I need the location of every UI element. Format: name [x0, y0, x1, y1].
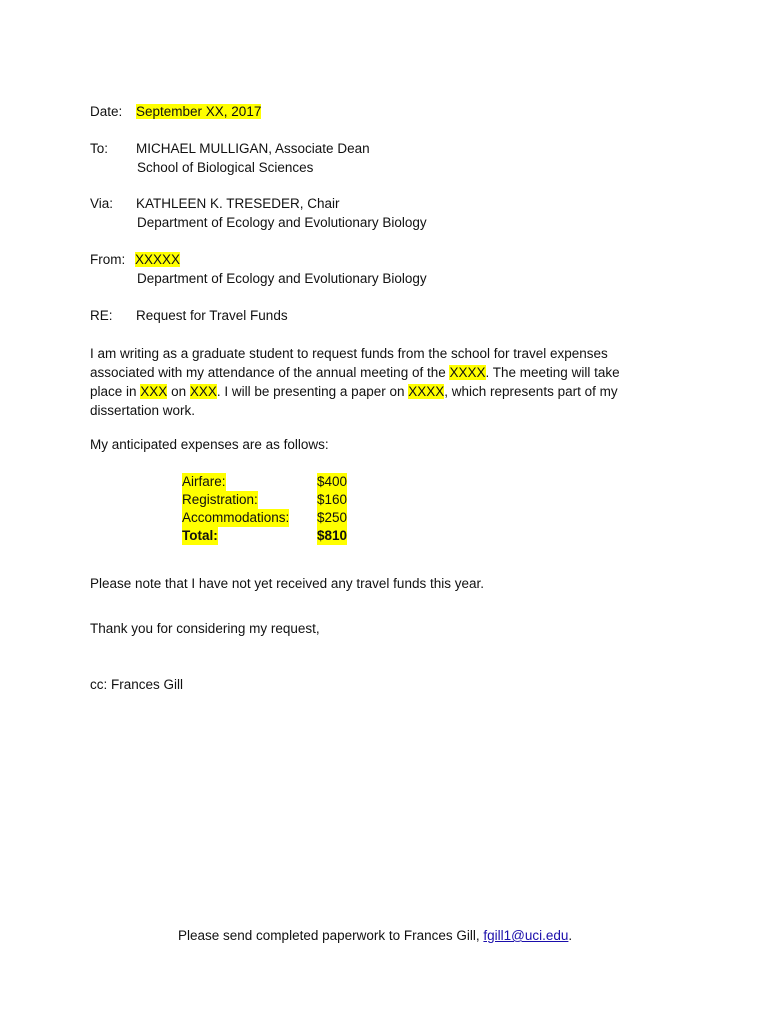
expense-amount: $250: [317, 510, 348, 525]
via-line: [90, 196, 340, 211]
date-value: September XX, 2017: [136, 104, 262, 119]
body-text-5: , which represents part of my dissertation work.: [90, 384, 618, 418]
expense-total-label: Total:: [182, 528, 218, 543]
expense-amount: $400: [317, 474, 348, 489]
to-recipient: MICHAEL MULLIGAN, Associate Dean: [136, 141, 370, 156]
to-label: To:: [90, 141, 109, 156]
body-paragraph: [90, 344, 650, 420]
expense-amount: $160: [317, 492, 348, 507]
via-department: Department of Ecology and Evolutionary Biology: [137, 215, 427, 230]
place-placeholder: XXX: [140, 384, 168, 399]
to-line: [90, 141, 370, 156]
expense-total-amount: $810: [317, 528, 348, 543]
expenses-intro: My anticipated expenses are as follows:: [90, 437, 329, 452]
email-link[interactable]: fgill1@uci.edu: [483, 928, 569, 943]
footer-note: [178, 928, 572, 943]
body-text-3: on: [167, 384, 190, 399]
from-value: XXXXX: [135, 252, 181, 267]
body-text-1: I am writing as a graduate student to request funds from the school for travel expenses associated with my attendance of the annual meeting of the: [90, 346, 608, 380]
from-department: Department of Ecology and Evolutionary Biology: [137, 271, 427, 286]
closing-thanks: Thank you for considering my request,: [90, 621, 320, 636]
footer-text: Please send completed paperwork to Frances Gill,: [178, 928, 484, 943]
via-recipient: KATHLEEN K. TRESEDER, Chair: [136, 196, 340, 211]
body-text-2: . The meeting will take place in: [90, 365, 620, 399]
to-department: School of Biological Sciences: [137, 160, 314, 175]
expense-name: Airfare:: [182, 474, 226, 489]
funds-note: Please note that I have not yet received any travel funds this year.: [90, 576, 484, 591]
meeting-placeholder: XXXX: [449, 365, 486, 380]
date-label: Date:: [90, 104, 123, 119]
cc-line: cc: Frances Gill: [90, 677, 184, 692]
via-label: Via:: [90, 196, 114, 211]
topic-placeholder: XXXX: [408, 384, 445, 399]
footer-end: .: [568, 928, 573, 943]
from-line: [90, 252, 180, 267]
re-subject: Request for Travel Funds: [136, 308, 288, 323]
re-line: [90, 308, 288, 323]
date-line: [90, 104, 261, 119]
expense-name: Accommodations:: [182, 510, 290, 525]
expense-name: Registration:: [182, 492, 258, 507]
from-label: From:: [90, 252, 126, 267]
body-text-4: . I will be presenting a paper on: [216, 384, 409, 399]
date-placeholder: XXX: [189, 384, 217, 399]
re-label: RE:: [90, 308, 113, 323]
